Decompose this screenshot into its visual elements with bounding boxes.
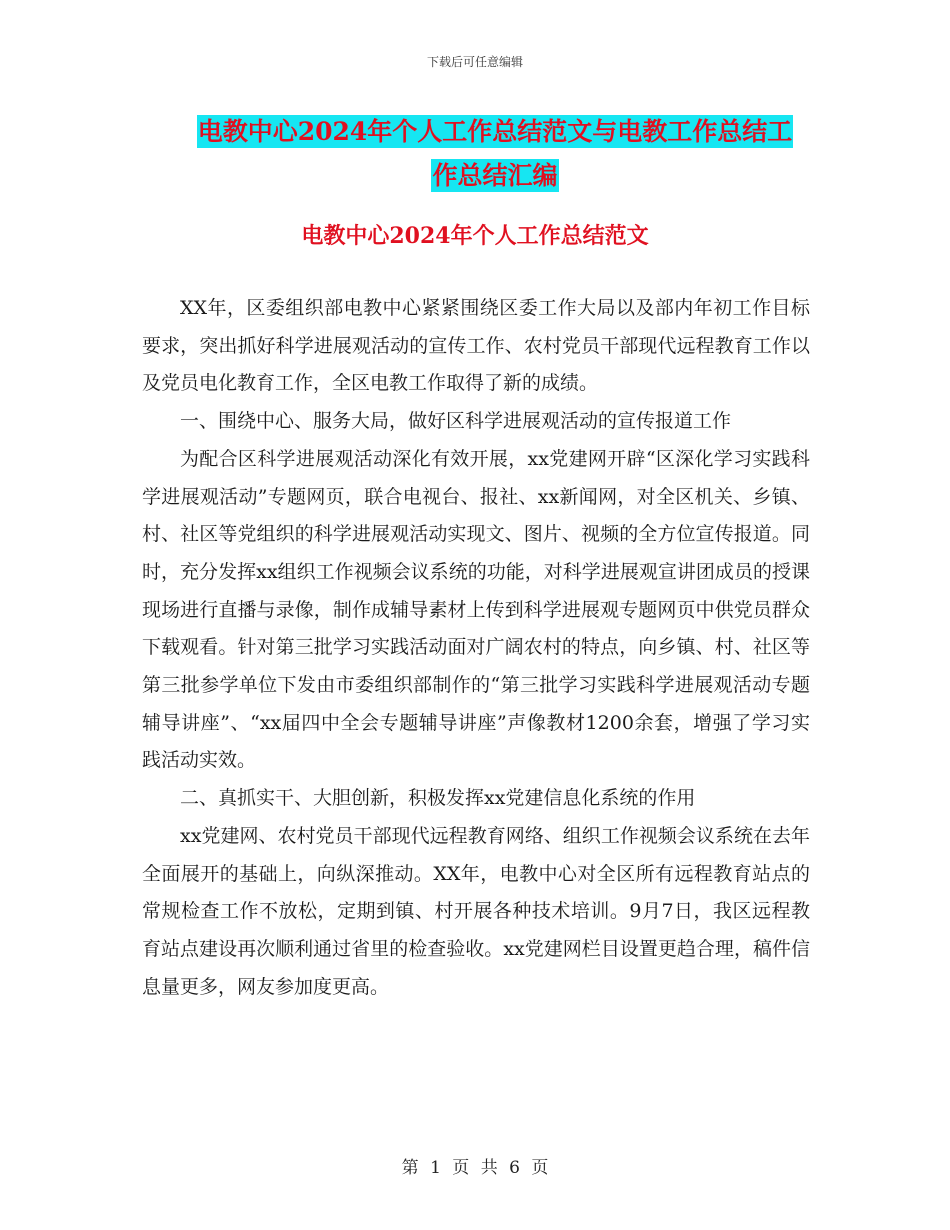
- paragraph-heading-2: 二、真抓实干、大胆创新，积极发挥xx党建信息化系统的作用: [180, 787, 696, 810]
- page-number: 第 1 页 共 6 页: [401, 1158, 549, 1178]
- body-text: [142, 290, 810, 1006]
- main-title: [140, 110, 850, 198]
- main-title-line-2: 作总结汇编: [432, 161, 558, 190]
- paragraph-heading-1: 一、围绕中心、服务大局，做好区科学进展观活动的宣传报道工作: [180, 410, 732, 433]
- paragraph-body-1: 为配合区科学进展观活动深化有效开展，xx党建网开辟“区深化学习实践科学进展观活动”专题网页，联合电视台、报社、xx新闻网，对全区机关、乡镇、村、社区等党组织的科学进展观活动实现文、图片、视频的全方位宣传报道。同时，充分发挥xx组织工作视频会议系统的功能，对科学进展观宣讲团成员的授课现场进行直播与录像，制作成辅导素材上传到科学进展观专题网页中供党员群众下载观看。针对第三批学习实践活动面对广阔农村的特点，向乡镇、村、社区等第三批参学单位下发由市委组织部制作的“第三批学习实践科学进展观活动专题辅导讲座”、“xx届四中全会专题辅导讲座”声像教材1200余套，增强了学习实践活动实效。: [142, 447, 810, 772]
- section-title: 电教中心2024年个人工作总结范文: [301, 223, 649, 249]
- main-title-line-1: 电教中心2024年个人工作总结范文与电教工作总结工: [197, 117, 793, 146]
- paragraph-body-2: xx党建网、农村党员干部现代远程教育网络、组织工作视频会议系统在去年全面展开的基础上，向纵深推动。XX年，电教中心对全区所有远程教育站点的常规检查工作不放松，定期到镇、村开展各种技术培训。9月7日，我区远程教育站点建设再次顺利通过省里的检查验收。xx党建网栏目设置更趋合理，稿件信息量更多，网友参加度更高。: [142, 824, 810, 998]
- header-note: 下载后可任意编辑: [426, 55, 523, 69]
- paragraph-intro: XX年，区委组织部电教中心紧紧围绕区委工作大局以及部内年初工作目标要求，突出抓好科学进展观活动的宣传工作、农村党员干部现代远程教育工作以及党员电化教育工作，全区电教工作取得了新的成绩。: [142, 297, 810, 395]
